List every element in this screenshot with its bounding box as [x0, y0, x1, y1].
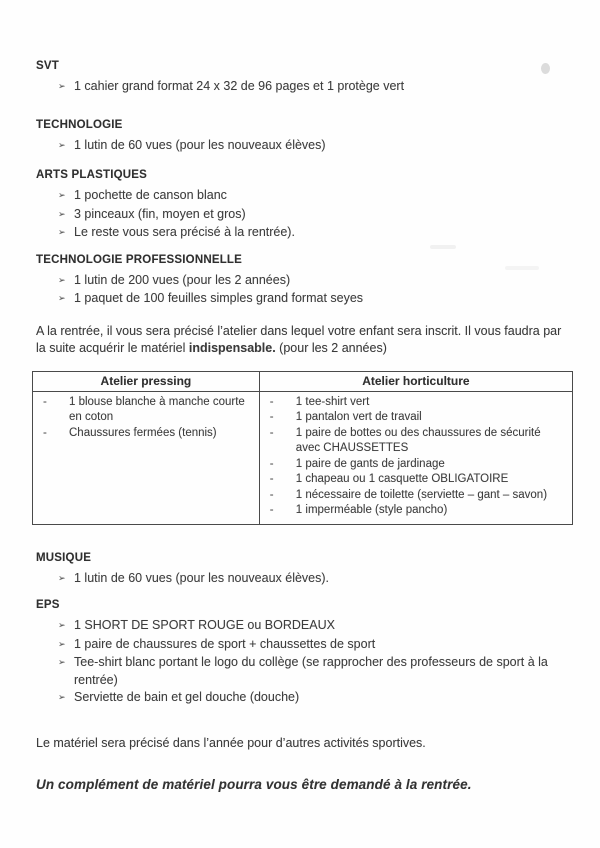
list-item	[58, 636, 572, 655]
arrow-bullet-icon: ➢	[58, 274, 66, 285]
list-item	[58, 290, 572, 309]
table-cell-pressing	[33, 391, 260, 524]
section-heading-svt: SVT	[36, 60, 59, 72]
list-item-text: 1 paquet de 100 feuilles simples grand format seyes	[74, 291, 364, 305]
section-technologie-professionnelle	[36, 254, 572, 309]
arrow-bullet-icon: ➢	[58, 638, 66, 649]
dash-bullet-icon: -	[43, 395, 47, 408]
section-heading-musique: MUSIQUE	[36, 551, 92, 564]
dash-bullet-icon: -	[269, 395, 274, 408]
table-row	[37, 395, 253, 426]
list-item	[58, 654, 572, 689]
list-item-text: 1 lutin de 60 vues (pour les nouveaux élèves)	[74, 137, 326, 152]
table-header-horticulture: Atelier horticulture	[259, 371, 572, 391]
list-item	[58, 570, 572, 589]
list-item-text: 1 lutin de 200 vues (pour les 2 années)	[74, 272, 291, 287]
table-cell-horticulture	[259, 391, 572, 524]
table-item-text: 1 tee-shirt vert	[295, 395, 370, 408]
section-heading-technologie-professionnelle: TECHNOLOGIE PROFESSIONNELLE	[36, 253, 243, 266]
table-row	[264, 457, 566, 473]
list-item-text: Serviette de bain et gel douche (douche)	[74, 690, 300, 704]
list-item-text: Le reste vous sera précisé à la rentrée).	[74, 225, 295, 239]
intro-text-after: (pour les 2 années)	[275, 341, 387, 355]
list-item	[58, 187, 572, 206]
table-row	[264, 426, 566, 457]
arrow-bullet-icon: ➢	[58, 139, 66, 150]
arrow-bullet-icon: ➢	[58, 190, 66, 200]
table-row	[264, 395, 566, 411]
list-item-text: 3 pinceaux (fin, moyen et gros)	[74, 206, 246, 221]
dash-bullet-icon: -	[43, 426, 47, 439]
dash-bullet-icon: -	[269, 504, 274, 516]
table-item-text: 1 pantalon vert de travail	[295, 411, 422, 423]
arrow-bullet-icon: ➢	[58, 572, 66, 583]
arrow-bullet-icon: ➢	[58, 81, 66, 91]
list-item	[58, 272, 572, 291]
intro-text-before: A la rentrée, il vous sera précisé l’atelier dans lequel votre enfant sera inscrit. Il vous faudra par la suite acquérir le matériel	[36, 323, 562, 355]
table-item-text: 1 chapeau ou 1 casquette OBLIGATOIRE	[295, 473, 509, 485]
table-item-text: 1 imperméable (style pancho)	[295, 504, 448, 516]
arrow-bullet-icon: ➢	[58, 227, 66, 237]
arrow-bullet-icon: ➢	[58, 620, 66, 630]
dash-bullet-icon: -	[269, 488, 274, 501]
list-item-text: 1 cahier grand format 24 x 32 de 96 pages et 1 protège vert	[74, 79, 405, 93]
table-row	[264, 410, 566, 426]
table-row	[264, 488, 566, 504]
arrow-bullet-icon: ➢	[58, 208, 66, 219]
scan-artifact	[430, 245, 456, 249]
dash-bullet-icon: -	[269, 411, 274, 423]
material-note: Le matériel sera précisé dans l’année pour d’autres activités sportives.	[36, 735, 426, 750]
dash-bullet-icon: -	[269, 457, 274, 470]
list-item-text: 1 pochette de canson blanc	[74, 188, 227, 202]
list-item-text: 1 paire de chaussures de sport + chaussettes de sport	[74, 636, 376, 651]
section-eps	[36, 599, 572, 708]
table-item-text: Chaussures fermées (tennis)	[69, 426, 217, 439]
table-header-pressing: Atelier pressing	[33, 371, 260, 391]
list-item-text: 1 lutin de 60 vues (pour les nouveaux élèves).	[74, 570, 330, 585]
table-row	[37, 426, 253, 442]
list-item	[58, 206, 572, 225]
intro-bold-word: indispensable.	[188, 341, 276, 355]
workshop-table	[32, 371, 573, 525]
intro-paragraph	[36, 323, 572, 358]
table-item-text: 1 paire de bottes ou des chaussures de sécurité avec CHAUSSETTES	[295, 426, 541, 454]
table-item-text: 1 blouse blanche à manche courte en coton	[69, 395, 245, 423]
list-item	[58, 224, 572, 243]
arrow-bullet-icon: ➢	[58, 692, 66, 702]
section-arts-plastiques	[36, 169, 572, 243]
closing-note: Un complément de matériel pourra vous être demandé à la rentrée.	[36, 776, 472, 792]
list-item-text: 1 SHORT DE SPORT ROUGE ou BORDEAUX	[74, 618, 335, 632]
section-musique	[36, 552, 572, 589]
list-item-text: Tee-shirt blanc portant le logo du collège (se rapprocher des professeurs de sport à la rentrée)	[74, 655, 548, 687]
dash-bullet-icon: -	[269, 426, 274, 439]
table-row	[264, 472, 566, 488]
section-heading-eps: EPS	[36, 599, 60, 611]
list-item	[58, 137, 572, 156]
table-item-text: 1 paire de gants de jardinage	[295, 457, 445, 470]
dash-bullet-icon: -	[269, 473, 274, 485]
list-item	[58, 689, 572, 708]
section-svt	[36, 60, 572, 97]
arrow-bullet-icon: ➢	[58, 293, 66, 303]
section-heading-arts-plastiques: ARTS PLASTIQUES	[36, 169, 147, 181]
section-technologie	[36, 119, 572, 156]
arrow-bullet-icon: ➢	[58, 657, 66, 667]
table-row	[264, 503, 566, 519]
table-item-text: 1 nécessaire de toilette (serviette – gant – savon)	[295, 488, 548, 501]
list-item	[58, 78, 572, 97]
section-heading-technologie: TECHNOLOGIE	[36, 118, 123, 131]
list-item	[58, 617, 572, 636]
